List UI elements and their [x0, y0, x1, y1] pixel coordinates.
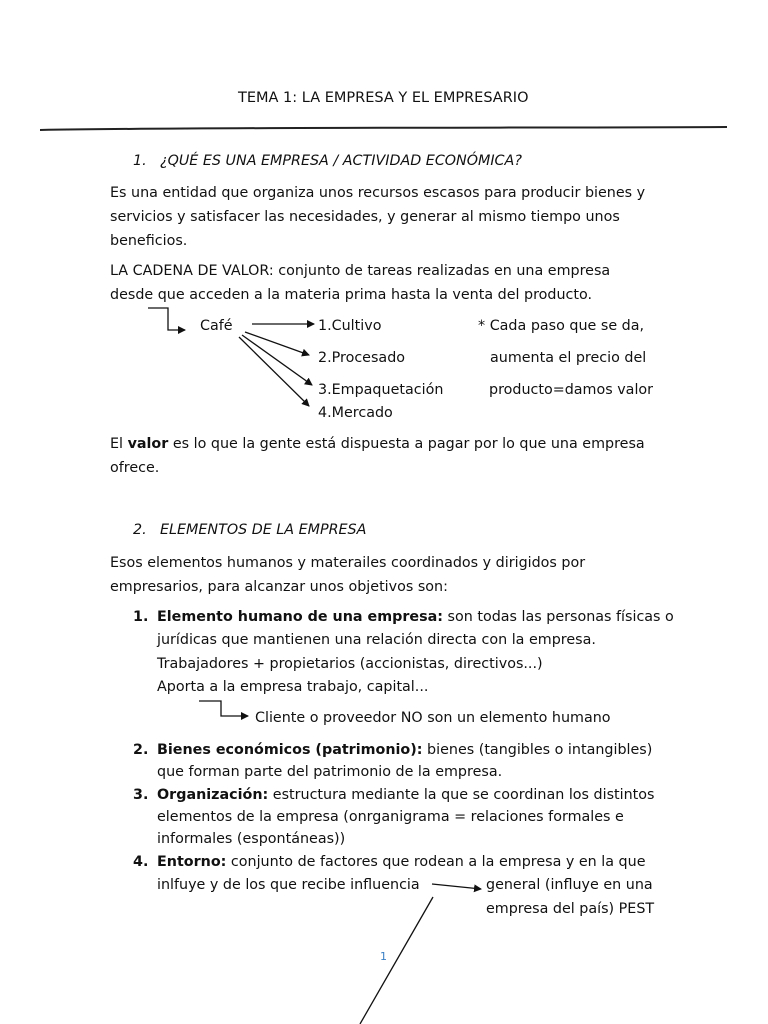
item3-term: Organización: [157, 787, 269, 803]
diagram-note-line3: producto=damos valor [489, 382, 654, 398]
title-divider [40, 127, 727, 130]
item1-line2: jurídicas que mantienen una relación directa con la empresa. [157, 632, 596, 648]
section1-number: 1. [133, 153, 147, 169]
item3-number: 3. [133, 787, 149, 803]
item2-text1: bienes (tangibles o intangibles) [422, 742, 653, 758]
item1-number: 1. [133, 609, 149, 625]
section2-intro-line1: Esos elementos humanos y materailes coordinados y dirigidos por [110, 555, 586, 571]
section2-number: 2. [133, 522, 147, 538]
diagram-note-line2: aumenta el precio del [490, 350, 647, 366]
section1-para2-line1: LA CADENA DE VALOR: conjunto de tareas realizadas en una empresa [110, 263, 611, 279]
item1-line3: Trabajadores + propietarios (accionistas, directivos...) [157, 656, 543, 672]
item1-text1: son todas las personas físicas o [443, 609, 674, 625]
item2-line1 [157, 740, 652, 760]
section1-para1-line3: beneficios. [110, 233, 188, 249]
diagram-source-cafe: Café [200, 318, 233, 334]
diagram-step-3: 3.Empaquetación [318, 382, 444, 398]
section1-heading: ¿QUÉ ES UNA EMPRESA / ACTIVIDAD ECONÓMICA? [160, 153, 522, 169]
item3-line3: informales (espontáneas)) [157, 831, 346, 847]
item4-line2: inlfuye y de los que recibe influencia [157, 877, 420, 893]
item3-text1: estructura mediante la que se coordinan los distintos [268, 787, 655, 803]
section1-para1-line2: servicios y satisfacer las necesidades, y generar al mismo tiempo unos [110, 209, 620, 225]
arrow-to-general [432, 884, 481, 889]
section1-para2-line2: desde que acceden a la materia prima hasta la venta del producto. [110, 287, 593, 303]
item2-number: 2. [133, 742, 149, 758]
valor-prefix: El [110, 436, 128, 452]
diagonal-line [360, 897, 433, 1024]
section1-para1-line1: Es una entidad que organiza unos recursos escasos para producir bienes y [110, 185, 646, 201]
elbow-arrow-cafe [148, 308, 185, 330]
arrow-to-empaquetacion [242, 335, 312, 385]
section2-heading: ELEMENTOS DE LA EMPRESA [160, 522, 367, 538]
section2-intro-line2: empresarios, para alcanzar unos objetivos son: [110, 579, 448, 595]
page-number: 1 [380, 950, 387, 963]
diagram-step-1: 1.Cultivo [318, 318, 382, 334]
item4-branch-line2: empresa del país) PEST [486, 901, 655, 917]
item1-line4: Aporta a la empresa trabajo, capital... [157, 679, 429, 695]
elbow-arrow-cliente [199, 701, 248, 716]
diagram-step-4: 4.Mercado [318, 405, 393, 421]
valor-rest: es lo que la gente está dispuesta a pagar por lo que una empresa [168, 436, 645, 452]
valor-line1 [110, 434, 645, 454]
diagram-step-2: 2.Procesado [318, 350, 406, 366]
arrow-to-mercado [239, 337, 309, 406]
item4-branch-line1: general (influye en una [486, 877, 653, 893]
item1-term: Elemento humano de una empresa: [157, 609, 443, 625]
item4-term: Entorno: [157, 854, 227, 870]
item4-line1 [157, 852, 646, 872]
item3-line1 [157, 785, 654, 805]
item2-term: Bienes económicos (patrimonio): [157, 742, 423, 758]
item3-line2: elementos de la empresa (onrganigrama = relaciones formales e [157, 809, 624, 825]
item2-line2: que forman parte del patrimonio de la empresa. [157, 764, 503, 780]
item1-note: Cliente o proveedor NO son un elemento humano [255, 710, 611, 726]
valor-line2: ofrece. [110, 460, 160, 476]
valor-bold: valor [127, 436, 169, 452]
diagram-note-line1: * Cada paso que se da, [478, 318, 645, 334]
item1-line1 [157, 607, 674, 627]
item4-text1: conjunto de factores que rodean a la empresa y en la que [226, 854, 646, 870]
item4-number: 4. [133, 854, 149, 870]
page-title: TEMA 1: LA EMPRESA Y EL EMPRESARIO [238, 90, 529, 106]
